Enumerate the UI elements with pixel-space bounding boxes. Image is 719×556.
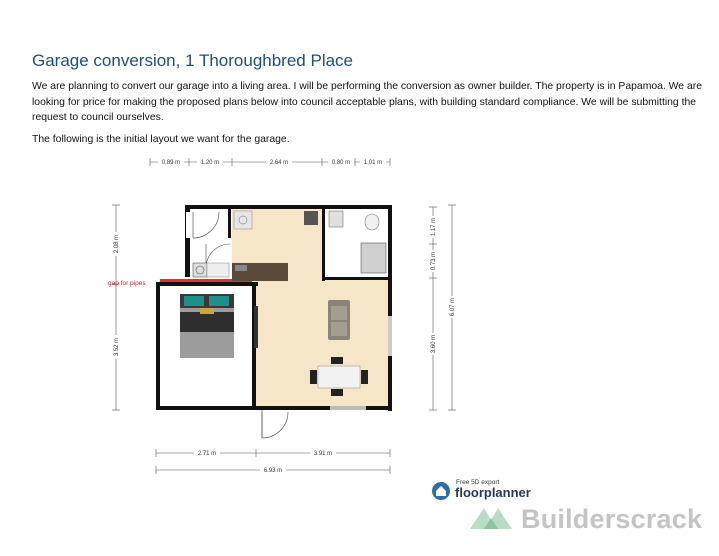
top-dim-1: 0.89 m <box>161 160 181 166</box>
floorplanner-brand: floorplanner <box>455 485 531 500</box>
bottom-dim-1: 2.71 m <box>197 451 217 457</box>
builderscrack-watermark: Builderscrack <box>521 504 703 534</box>
washing-machine <box>193 263 207 277</box>
top-dim-3: 2.64 m <box>269 160 289 166</box>
bed <box>180 294 234 358</box>
free-export-label: Free 5D export <box>456 479 500 486</box>
intro-paragraph: We are planning to convert our garage into a living area. I will be performing the conversion as owner builder. The property is in Papamoa. We are looking for price for making the proposed plans below into council acceptable plans, with building standard compliance. We will be submitting the request to council ourselves. <box>32 81 702 123</box>
sofa <box>328 300 350 340</box>
layout-paragraph: The following is the initial layout we want for the garage. <box>32 134 290 145</box>
left-dim-1: 2.08 m <box>114 234 120 254</box>
top-dim-2: 1.20 m <box>200 160 220 166</box>
right-dim-3: 3.60 m <box>431 334 437 354</box>
right-dim-1: 1.17 m <box>431 217 437 237</box>
shower <box>361 243 386 273</box>
wardrobe <box>254 306 258 348</box>
right-dim-2: 0.73 m <box>431 251 437 271</box>
bottom-dim-2: 3.91 m <box>313 451 333 457</box>
builderscrack-logo-icon <box>470 508 512 529</box>
top-dim-4: 0.80 m <box>331 160 351 166</box>
left-dim-2: 3.52 m <box>114 337 120 357</box>
bottom-dim-3: 6.93 m <box>263 468 283 474</box>
top-dim-5: 1.01 m <box>363 160 383 166</box>
fridge <box>304 211 318 225</box>
pipe-gap-label: gap for pipes <box>108 280 146 287</box>
page-title: Garage conversion, 1 Thoroughbred Place <box>32 51 353 70</box>
toilet <box>365 214 379 230</box>
right-dim-4: 6.07 m <box>450 297 456 317</box>
vanity <box>329 211 343 227</box>
